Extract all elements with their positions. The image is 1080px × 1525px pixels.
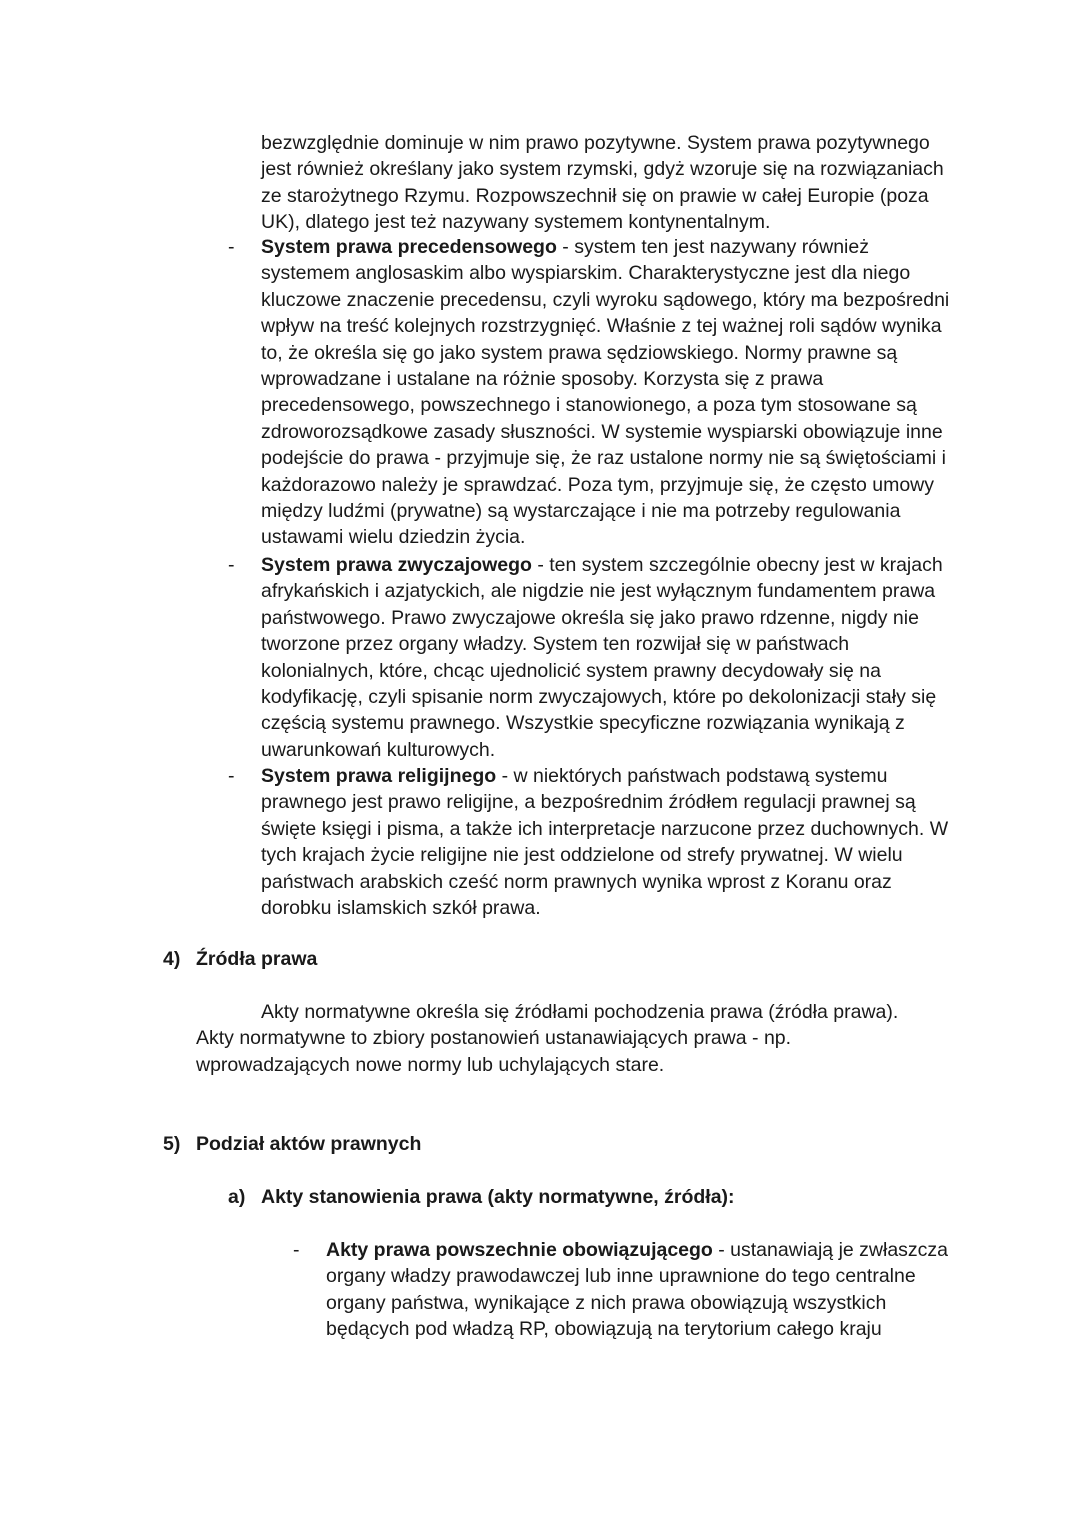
system-title: System prawa zwyczajowego xyxy=(261,554,532,576)
section-4-heading xyxy=(163,946,317,972)
subsection-a-heading xyxy=(228,1184,735,1210)
system-description: - system ten jest nazywany również systemem anglosaskim albo wyspiarskim. Charakterystyczne jest dla niego kluczowe znaczenie precedensu, czyli wyroku sądowego, który ma bezpośredni wpływ na treść kolejnych rozstrzygnięć. Właśnie z tej ważnej roli sądów wynika to, że określa się go jako system prawa sędziowskiego. Normy prawne są wprowadzane i ustalane na różnie sposoby. Korzysta się z prawa precedensowego, powszechnego i stanowionego, a poza tym stosowane są zdroworozsądkowe zasady słuszności. W systemie wyspiarski obowiązuje inne podejście do prawa - przyjmuje się, że raz ustalone normy nie są świętościami i każdorazowo należy je sprawdzać. Poza tym, przyjmuje się, że często umowy między ludźmi (prywatne) są wystarczające i nie ma potrzeby regulowania ustawami wielu dziedzin życia. xyxy=(261,236,950,549)
subsection-letter: a) xyxy=(228,1186,246,1208)
item-title: Akty prawa powszechnie obowiązującego xyxy=(326,1239,713,1261)
bullet-dash: - xyxy=(293,1239,300,1261)
section-4-paragraph: Akty normatywne określa się źródłami pochodzenia prawa (źródła prawa). Akty normatywne to zbiory postanowień ustanawiających prawa - np. wprowadzających nowe normy lub uchylających stare. xyxy=(196,1001,899,1076)
item-description: - ustanawiają je zwłaszcza organy władzy prawodawczej lub inne uprawnione do tego centralne organy państwa, wynikające z nich prawa obowiązują wszystkich będących pod władzą RP, obowiązują na terytorium całego kraju xyxy=(326,1239,949,1341)
intro-paragraph: bezwzględnie dominuje w nim prawo pozytywne. System prawa pozytywnego jest również określany jako system rzymski, gdyż wzoruje się na rozwiązaniach ze starożytnego Rzymu. Rozpowszechnił się on prawie w całej Europie (poza UK), dlatego jest też nazywany systemem kontynentalnym. xyxy=(261,132,944,234)
system-description: - w niektórych państwach podstawą systemu prawnego jest prawo religijne, a bezpośrednim źródłem regulacji prawnej są święte księgi i pisma, a także ich interpretacje narzucone przez duchownych. W tych krajach życie religijne nie jest oddzielone od strefy prywatnej. W wielu państwach arabskich cześć norm prawnych wynika wprost z Koranu oraz dorobku islamskich szkół prawa. xyxy=(261,765,949,920)
section-title: Źródła prawa xyxy=(196,948,318,970)
bullet-dash: - xyxy=(228,765,235,787)
subsection-title: Akty stanowienia prawa (akty normatywne, źródła): xyxy=(261,1186,735,1208)
section-number: 4) xyxy=(163,948,181,970)
system-title: System prawa precedensowego xyxy=(261,236,557,258)
system-title: System prawa religijnego xyxy=(261,765,497,787)
bullet-dash: - xyxy=(228,554,235,576)
section-number: 5) xyxy=(163,1133,181,1155)
bullet-dash: - xyxy=(228,236,235,258)
system-description: - ten system szczególnie obecny jest w krajach afrykańskich i azjatyckich, ale nigdzie nie jest wyłącznym fundamentem prawa państwowego. Prawo zwyczajowe określa się jako prawo rdzenne, nigdy nie tworzone przez organy władzy. System ten rozwijał się w państwach kolonialnych, które, chcąc ujednolicić system prawny decydowały się na kodyfikację, czyli spisanie norm zwyczajowych, które po dekolonizacji stały się częścią systemu prawnego. Wszystkie specyficzne rozwiązania wynikają z uwarunkowań kulturowych. xyxy=(261,554,943,761)
section-title: Podział aktów prawnych xyxy=(196,1133,422,1155)
section-5-heading xyxy=(163,1131,421,1157)
